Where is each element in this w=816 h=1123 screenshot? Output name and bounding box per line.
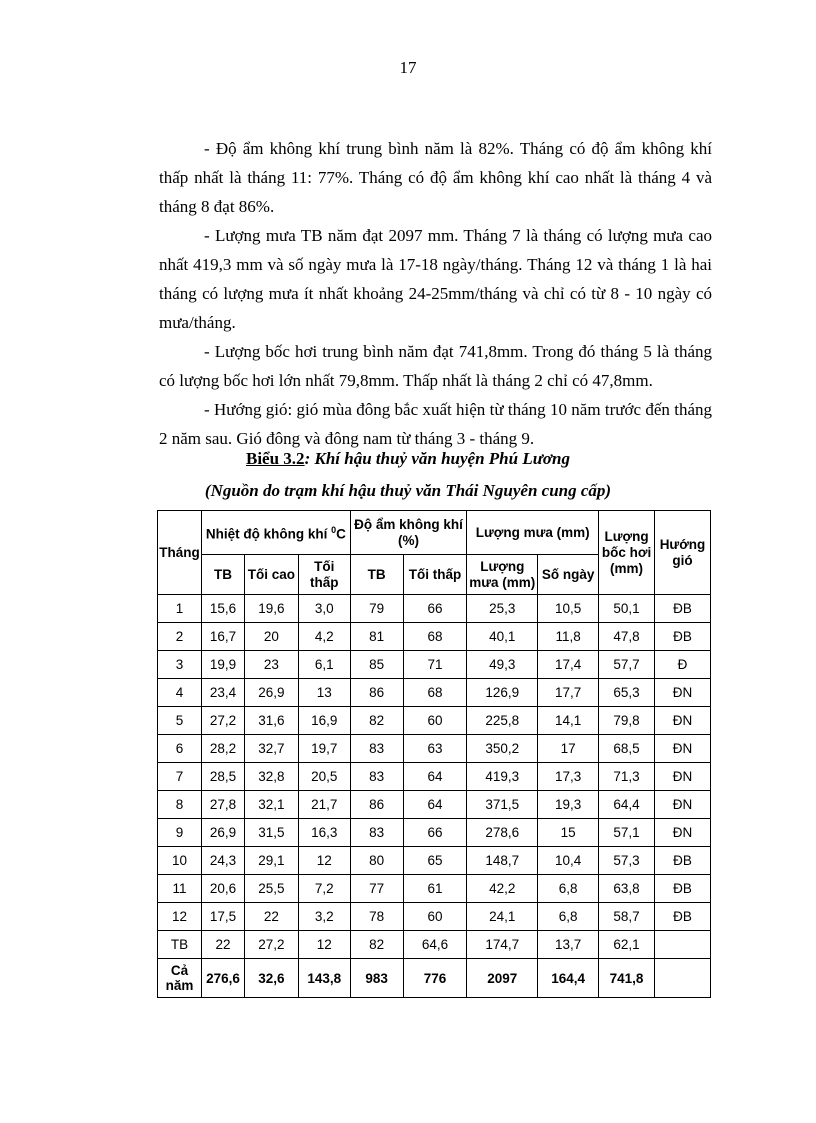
- cell-temp-max: 27,2: [244, 931, 298, 959]
- cell-temp-min: 6,1: [298, 651, 350, 679]
- total-hum-avg: 983: [350, 959, 403, 998]
- cell-temp-avg: 17,5: [201, 903, 244, 931]
- cell-temp-avg: 19,9: [201, 651, 244, 679]
- table-row: [158, 875, 711, 903]
- cell-temp-min: 12: [298, 847, 350, 875]
- cell-month: 4: [158, 679, 202, 707]
- table-row-total: [158, 959, 711, 998]
- header-hum-min: Tối thấp: [403, 555, 467, 595]
- table-row: [158, 679, 711, 707]
- header-temp-min: Tối thấp: [298, 555, 350, 595]
- cell-temp-avg: 20,6: [201, 875, 244, 903]
- cell-rain-days: 17,7: [538, 679, 599, 707]
- cell-evaporation: 65,3: [599, 679, 655, 707]
- cell-month: 3: [158, 651, 202, 679]
- header-temperature-unit: C: [336, 526, 346, 542]
- header-hum-avg: TB: [350, 555, 403, 595]
- cell-hum-avg: 81: [350, 623, 403, 651]
- cell-evaporation: 57,7: [599, 651, 655, 679]
- cell-hum-avg: 83: [350, 819, 403, 847]
- cell-hum-min: 63: [403, 735, 467, 763]
- total-hum-min: 776: [403, 959, 467, 998]
- paragraph-rainfall: - Lượng mưa TB năm đạt 2097 mm. Tháng 7 là tháng có lượng mưa cao nhất 419,3 mm và số ngày mưa là 17-18 ngày/tháng. Tháng 12 và tháng 1 là hai tháng có lượng mưa ít nhất khoảng 24-25mm/tháng và chỉ có từ 8 - 10 ngày có mưa/tháng.: [159, 226, 712, 332]
- cell-temp-max: 32,8: [244, 763, 298, 791]
- cell-temp-max: 23: [244, 651, 298, 679]
- caption-title-text: : Khí hậu thuỷ văn huyện Phú Lương: [304, 449, 570, 468]
- cell-rain-days: 10,5: [538, 595, 599, 623]
- table-row: [158, 763, 711, 791]
- cell-temp-avg: 15,6: [201, 595, 244, 623]
- cell-evaporation: 63,8: [599, 875, 655, 903]
- cell-hum-min: 68: [403, 623, 467, 651]
- cell-temp-min: 20,5: [298, 763, 350, 791]
- table-caption: [0, 446, 816, 504]
- cell-rain-days: 17,3: [538, 763, 599, 791]
- header-temp-avg: TB: [201, 555, 244, 595]
- header-temperature-label: Nhiệt độ không khí: [205, 526, 332, 542]
- header-month: Tháng: [158, 511, 202, 595]
- cell-hum-avg: 79: [350, 595, 403, 623]
- cell-month: 8: [158, 791, 202, 819]
- cell-month: 7: [158, 763, 202, 791]
- cell-hum-avg: 77: [350, 875, 403, 903]
- cell-temp-min: 16,3: [298, 819, 350, 847]
- total-month: Cả năm: [158, 959, 202, 998]
- paragraph-wind: - Hướng gió: gió mùa đông bắc xuất hiện từ tháng 10 năm trước đến tháng 2 năm sau. Gió đông và đông nam từ tháng 3 - tháng 9.: [159, 400, 712, 448]
- cell-wind: ĐN: [655, 707, 711, 735]
- cell-wind: ĐN: [655, 791, 711, 819]
- table-row: [158, 903, 711, 931]
- cell-evaporation: 68,5: [599, 735, 655, 763]
- cell-temp-avg: 23,4: [201, 679, 244, 707]
- cell-month: 5: [158, 707, 202, 735]
- cell-temp-max: 26,9: [244, 679, 298, 707]
- table-row: [158, 595, 711, 623]
- table-row: [158, 735, 711, 763]
- climate-table: [157, 510, 711, 998]
- table-row: [158, 651, 711, 679]
- cell-temp-avg: 16,7: [201, 623, 244, 651]
- cell-temp-min: 19,7: [298, 735, 350, 763]
- cell-hum-avg: 83: [350, 735, 403, 763]
- cell-rain-amount: 25,3: [467, 595, 538, 623]
- cell-temp-avg: 27,8: [201, 791, 244, 819]
- cell-temp-avg: 22: [201, 931, 244, 959]
- cell-rain-amount: 278,6: [467, 819, 538, 847]
- header-temperature: [201, 511, 350, 555]
- cell-temp-avg: 28,5: [201, 763, 244, 791]
- cell-rain-amount: 371,5: [467, 791, 538, 819]
- cell-rain-amount: 126,9: [467, 679, 538, 707]
- cell-temp-avg: 28,2: [201, 735, 244, 763]
- cell-evaporation: 50,1: [599, 595, 655, 623]
- total-temp-max: 32,6: [244, 959, 298, 998]
- cell-evaporation: 57,1: [599, 819, 655, 847]
- cell-rain-days: 14,1: [538, 707, 599, 735]
- cell-temp-max: 31,6: [244, 707, 298, 735]
- cell-rain-days: 13,7: [538, 931, 599, 959]
- cell-month: 2: [158, 623, 202, 651]
- caption-title: [0, 446, 816, 472]
- table-row: [158, 707, 711, 735]
- cell-hum-avg: 85: [350, 651, 403, 679]
- cell-hum-min: 65: [403, 847, 467, 875]
- cell-rain-amount: 350,2: [467, 735, 538, 763]
- table-row: [158, 819, 711, 847]
- cell-evaporation: 62,1: [599, 931, 655, 959]
- cell-hum-min: 71: [403, 651, 467, 679]
- cell-rain-amount: 40,1: [467, 623, 538, 651]
- cell-month: TB: [158, 931, 202, 959]
- cell-hum-min: 64: [403, 763, 467, 791]
- cell-temp-min: 12: [298, 931, 350, 959]
- cell-temp-max: 20: [244, 623, 298, 651]
- cell-evaporation: 58,7: [599, 903, 655, 931]
- cell-rain-amount: 148,7: [467, 847, 538, 875]
- cell-month: 1: [158, 595, 202, 623]
- cell-hum-min: 64: [403, 791, 467, 819]
- cell-wind: ĐB: [655, 595, 711, 623]
- cell-rain-amount: 225,8: [467, 707, 538, 735]
- cell-rain-amount: 24,1: [467, 903, 538, 931]
- cell-hum-min: 68: [403, 679, 467, 707]
- cell-hum-min: 64,6: [403, 931, 467, 959]
- header-rain-amount: Lượng mưa (mm): [467, 555, 538, 595]
- header-evaporation: Lượng bốc hơi (mm): [599, 511, 655, 595]
- cell-temp-max: 29,1: [244, 847, 298, 875]
- cell-temp-min: 4,2: [298, 623, 350, 651]
- cell-hum-min: 66: [403, 819, 467, 847]
- cell-rain-days: 6,8: [538, 875, 599, 903]
- total-evaporation: 741,8: [599, 959, 655, 998]
- cell-wind: ĐB: [655, 875, 711, 903]
- total-temp-min: 143,8: [298, 959, 350, 998]
- total-rain-days: 164,4: [538, 959, 599, 998]
- cell-wind: ĐB: [655, 623, 711, 651]
- cell-month: 12: [158, 903, 202, 931]
- cell-temp-min: 21,7: [298, 791, 350, 819]
- cell-evaporation: 71,3: [599, 763, 655, 791]
- cell-hum-avg: 86: [350, 791, 403, 819]
- cell-temp-min: 3,0: [298, 595, 350, 623]
- cell-rain-days: 10,4: [538, 847, 599, 875]
- cell-temp-max: 22: [244, 903, 298, 931]
- cell-hum-avg: 78: [350, 903, 403, 931]
- header-rain-days: Số ngày: [538, 555, 599, 595]
- cell-hum-avg: 80: [350, 847, 403, 875]
- table-row: [158, 623, 711, 651]
- cell-temp-min: 7,2: [298, 875, 350, 903]
- cell-hum-min: 66: [403, 595, 467, 623]
- cell-rain-days: 6,8: [538, 903, 599, 931]
- cell-wind: ĐN: [655, 735, 711, 763]
- cell-temp-max: 31,5: [244, 819, 298, 847]
- cell-temp-avg: 24,3: [201, 847, 244, 875]
- cell-rain-days: 19,3: [538, 791, 599, 819]
- cell-evaporation: 47,8: [599, 623, 655, 651]
- paragraph-humidity: - Độ ẩm không khí trung bình năm là 82%. Tháng có độ ẩm không khí thấp nhất là tháng 11: 77%. Tháng có độ ẩm không khí cao nhất là tháng 4 và tháng 8 đạt 86%.: [159, 139, 712, 216]
- table-body: [158, 595, 711, 998]
- cell-temp-min: 16,9: [298, 707, 350, 735]
- cell-evaporation: 64,4: [599, 791, 655, 819]
- table-header: [158, 511, 711, 595]
- header-humidity: Độ ẩm không khí (%): [350, 511, 467, 555]
- cell-month: 11: [158, 875, 202, 903]
- cell-rain-amount: 174,7: [467, 931, 538, 959]
- cell-temp-avg: 27,2: [201, 707, 244, 735]
- header-temp-max: Tối cao: [244, 555, 298, 595]
- table-row: [158, 847, 711, 875]
- table-row: [158, 791, 711, 819]
- cell-evaporation: 57,3: [599, 847, 655, 875]
- cell-temp-min: 13: [298, 679, 350, 707]
- total-temp-avg: 276,6: [201, 959, 244, 998]
- cell-temp-max: 32,1: [244, 791, 298, 819]
- cell-month: 6: [158, 735, 202, 763]
- cell-rain-amount: 42,2: [467, 875, 538, 903]
- header-rainfall: Lượng mưa (mm): [467, 511, 599, 555]
- cell-wind: ĐN: [655, 679, 711, 707]
- header-temperature-sup: 0: [331, 525, 337, 536]
- page-number: 17: [399, 58, 417, 77]
- cell-rain-amount: 49,3: [467, 651, 538, 679]
- caption-source: (Nguồn do trạm khí hậu thuỷ văn Thái Nguyên cung cấp): [204, 481, 612, 500]
- caption-label: Biểu 3.2: [246, 449, 305, 468]
- cell-hum-avg: 83: [350, 763, 403, 791]
- cell-hum-avg: 86: [350, 679, 403, 707]
- cell-wind: [655, 931, 711, 959]
- cell-wind: ĐN: [655, 819, 711, 847]
- cell-rain-amount: 419,3: [467, 763, 538, 791]
- cell-wind: ĐB: [655, 847, 711, 875]
- header-wind: Hướng gió: [655, 511, 711, 595]
- cell-wind: Đ: [655, 651, 711, 679]
- cell-evaporation: 79,8: [599, 707, 655, 735]
- cell-month: 9: [158, 819, 202, 847]
- cell-temp-max: 25,5: [244, 875, 298, 903]
- cell-hum-avg: 82: [350, 707, 403, 735]
- cell-rain-days: 17: [538, 735, 599, 763]
- cell-temp-max: 19,6: [244, 595, 298, 623]
- cell-wind: ĐB: [655, 903, 711, 931]
- cell-month: 10: [158, 847, 202, 875]
- total-wind: [655, 959, 711, 998]
- cell-hum-min: 61: [403, 875, 467, 903]
- cell-temp-min: 3,2: [298, 903, 350, 931]
- table-row: [158, 931, 711, 959]
- cell-hum-min: 60: [403, 707, 467, 735]
- cell-hum-avg: 82: [350, 931, 403, 959]
- cell-hum-min: 60: [403, 903, 467, 931]
- cell-temp-max: 32,7: [244, 735, 298, 763]
- total-rain-amount: 2097: [467, 959, 538, 998]
- cell-rain-days: 17,4: [538, 651, 599, 679]
- cell-temp-avg: 26,9: [201, 819, 244, 847]
- cell-rain-days: 15: [538, 819, 599, 847]
- body-text: [159, 134, 712, 453]
- cell-wind: ĐN: [655, 763, 711, 791]
- paragraph-evaporation: - Lượng bốc hơi trung bình năm đạt 741,8mm. Trong đó tháng 5 là tháng có lượng bốc hơi lớn nhất 79,8mm. Thấp nhất là tháng 2 chỉ có 47,8mm.: [159, 342, 712, 390]
- cell-rain-days: 11,8: [538, 623, 599, 651]
